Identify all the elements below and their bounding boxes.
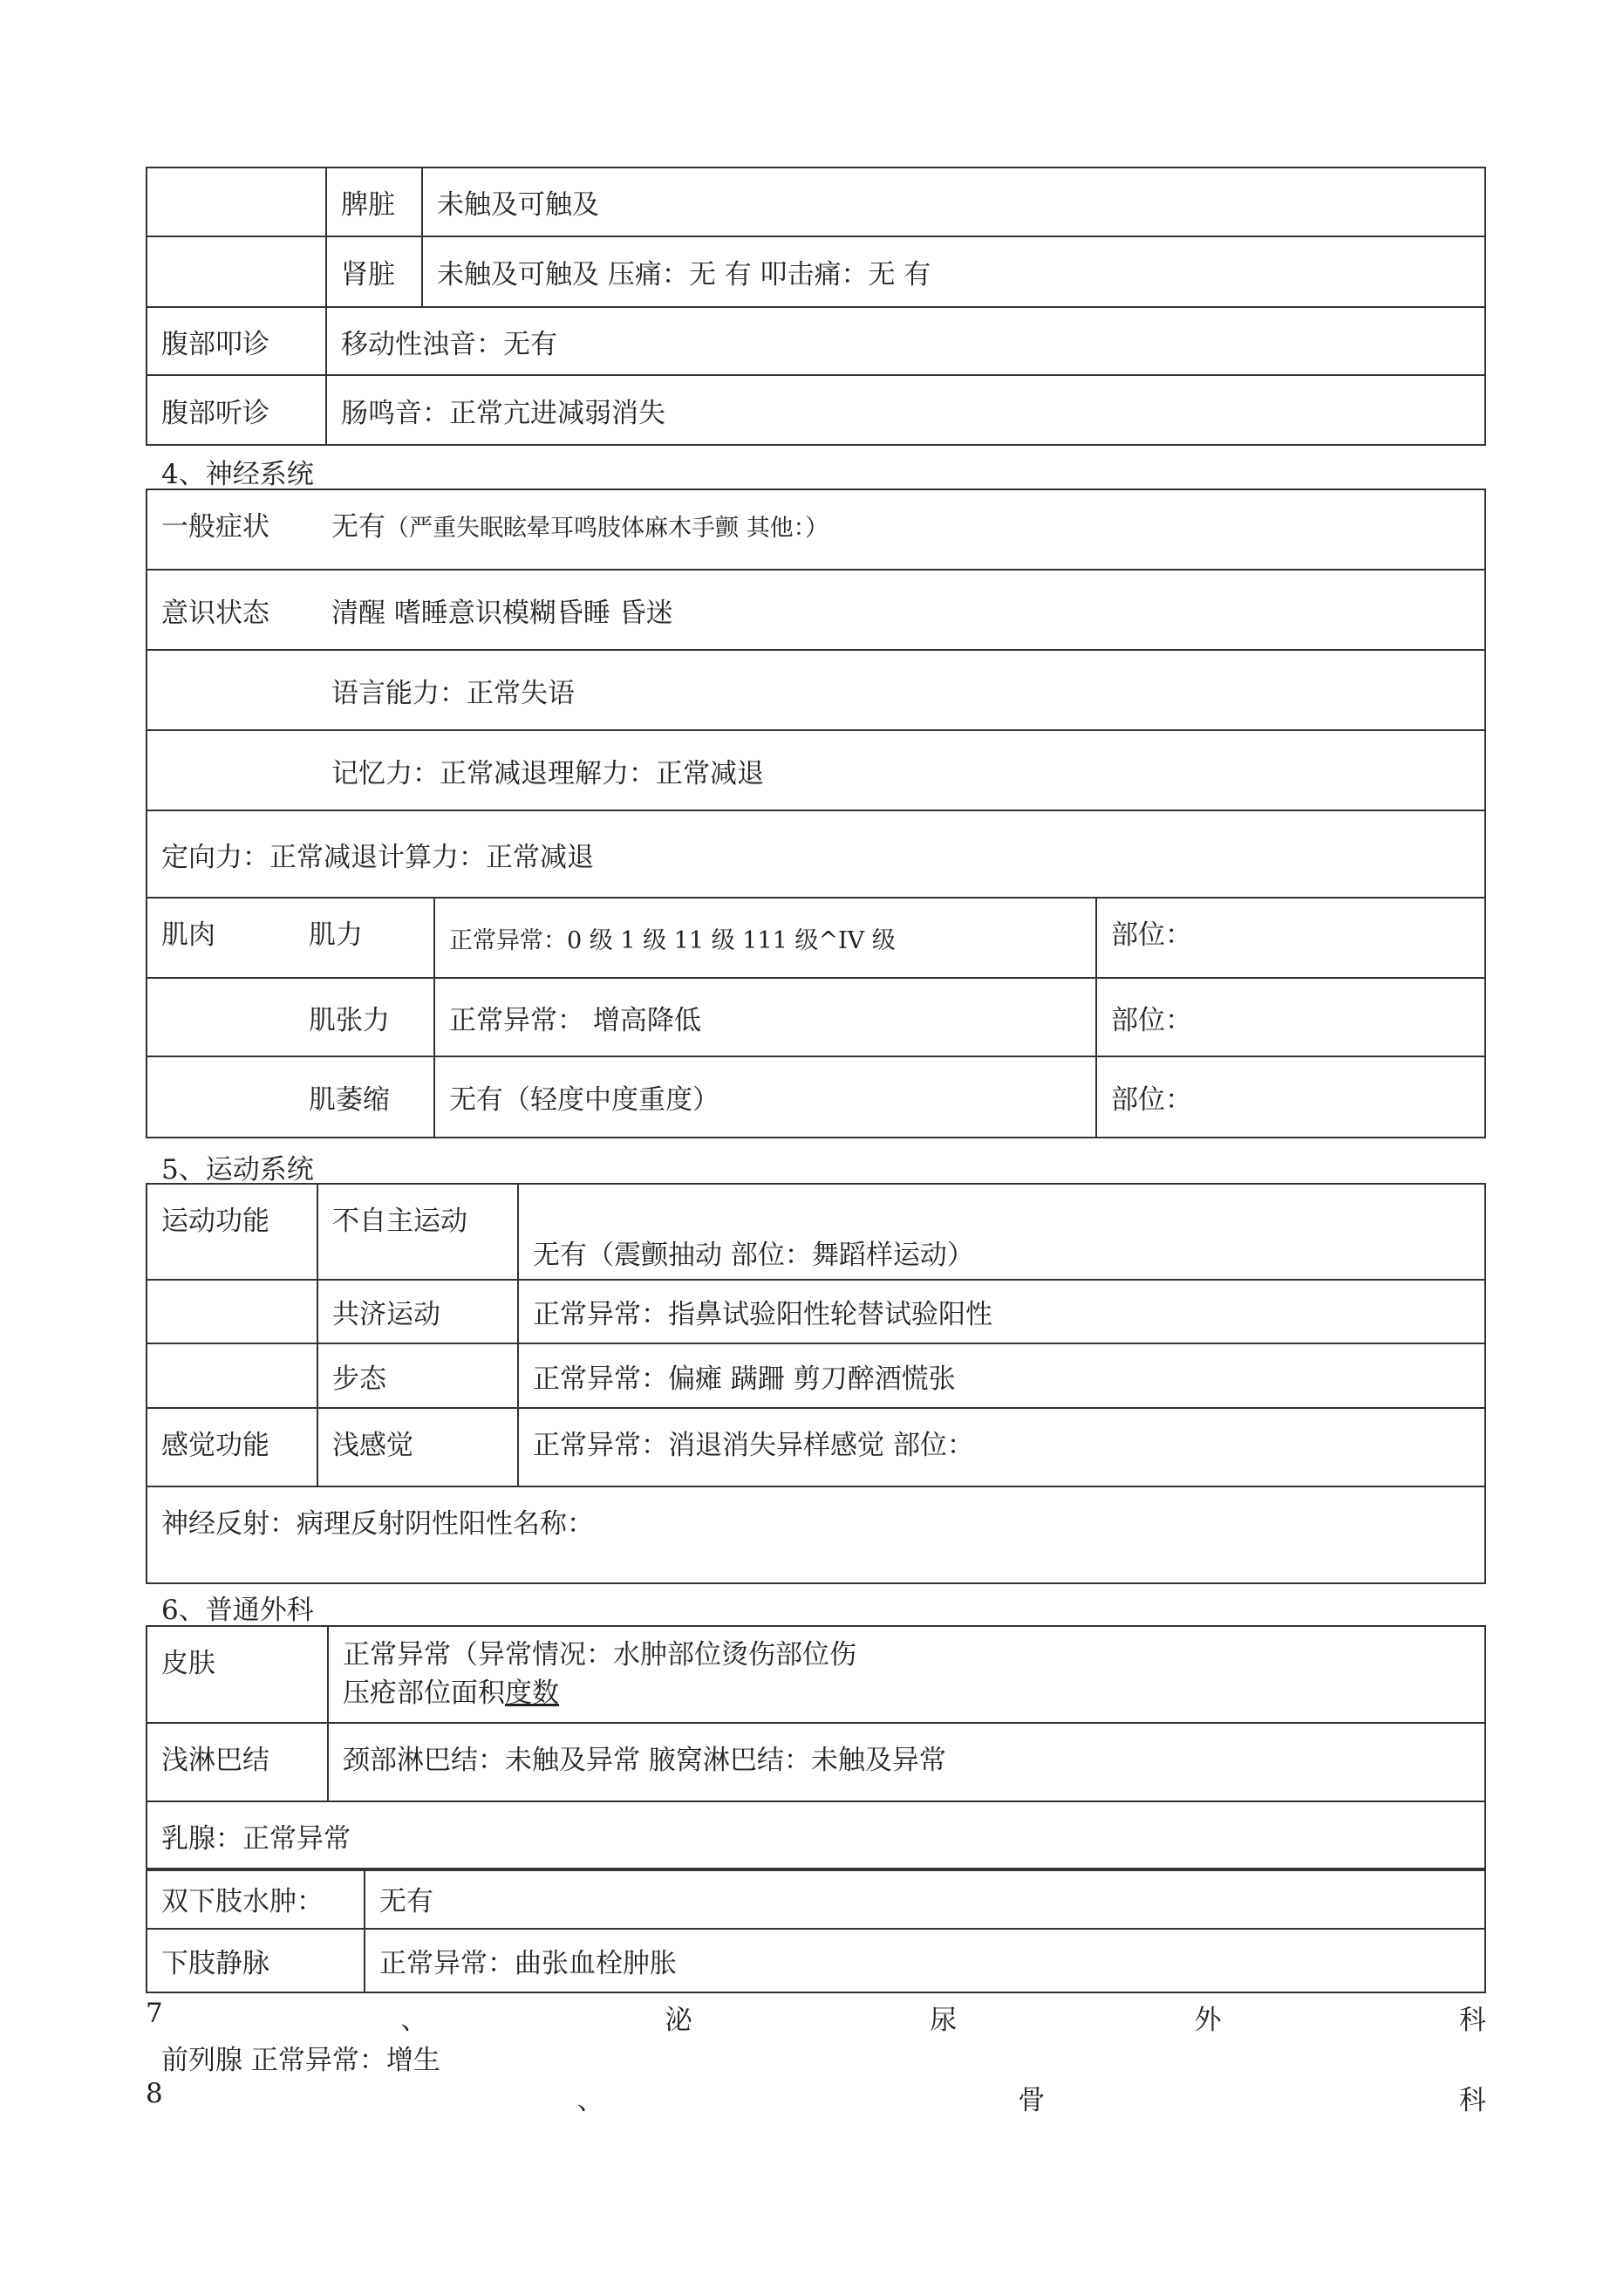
muscle-atrophy-site: 部位： <box>1096 1056 1485 1138</box>
percussion-row <box>147 307 1485 375</box>
lymph-label: 浅淋巴结 <box>147 1723 328 1801</box>
percussion-value: 移动性浊音：无有 <box>326 307 1485 375</box>
gait-label: 步态 <box>317 1343 518 1408</box>
kidney-value: 未触及可触及 压痛：无 有 叩击痛：无 有 <box>422 236 1485 307</box>
involuntary-row <box>147 1184 1485 1280</box>
general-symptoms-label: 一般症状 <box>147 489 317 570</box>
reflex-value: 神经反射：病理反射阴性阳性名称： <box>147 1486 1485 1583</box>
motor-function-label: 运动功能 <box>147 1184 317 1280</box>
muscle-tone-value: 正常异常： 增高降低 <box>434 978 1096 1056</box>
skin-value <box>328 1626 1485 1723</box>
reflex-row <box>147 1486 1485 1583</box>
ortho-heading-part: 8 <box>146 2078 163 2109</box>
empty-cell <box>147 1280 317 1343</box>
gait-row <box>147 1343 1485 1408</box>
muscle-strength-row <box>147 898 1485 978</box>
muscle-strength-label: 肌力 <box>295 898 434 978</box>
muscle-tone-label: 肌张力 <box>295 978 434 1056</box>
muscle-strength-site: 部位： <box>1096 898 1485 978</box>
urology-heading-part: 尿 <box>930 2005 958 2036</box>
consciousness-label: 意识状态 <box>147 570 317 650</box>
ortho-heading-part: 、 <box>576 2085 604 2116</box>
urology-heading-part: 外 <box>1194 2005 1222 2036</box>
muscle-tone-site: 部位： <box>1096 978 1485 1056</box>
superficial-sensation-row <box>147 1408 1485 1486</box>
general-symptoms-row <box>147 489 1485 570</box>
skin-line-2-underlined: 度数 <box>505 1678 559 1709</box>
veins-value: 正常异常：曲张血栓肿胀 <box>365 1929 1485 1992</box>
involuntary-label: 不自主运动 <box>317 1184 518 1280</box>
kidney-label: 肾脏 <box>326 236 422 307</box>
skin-row <box>147 1626 1485 1723</box>
language-row <box>147 650 1485 730</box>
spleen-row <box>147 167 1485 236</box>
skin-line-2 <box>343 1674 1470 1712</box>
empty-cell <box>147 236 326 307</box>
edema-label: 双下肢水肿： <box>147 1869 365 1929</box>
urology-heading-part: 、 <box>400 2005 428 2036</box>
spleen-label: 脾脏 <box>326 167 422 236</box>
veins-label: 下肢静脉 <box>147 1929 365 1992</box>
edema-value: 无有 <box>365 1869 1485 1929</box>
auscultation-row <box>147 375 1485 445</box>
neuro-heading: 4、神经系统 <box>161 459 314 490</box>
muscle-atrophy-value: 无有（轻度中度重度） <box>434 1056 1096 1138</box>
orientation-row <box>147 810 1485 898</box>
percussion-label: 腹部叩诊 <box>147 307 326 375</box>
consciousness-row <box>147 570 1485 650</box>
lymph-value: 颈部淋巴结：未触及异常 腋窝淋巴结：未触及异常 <box>328 1723 1485 1801</box>
empty-cell <box>147 650 317 730</box>
language-value: 语言能力：正常失语 <box>317 650 1485 730</box>
breast-value: 乳腺：正常异常 <box>147 1801 1485 1870</box>
muscle-atrophy-label: 肌萎缩 <box>295 1056 434 1138</box>
urology-heading-part: 泌 <box>665 2005 692 2036</box>
sensory-function-label: 感觉功能 <box>147 1408 317 1486</box>
spleen-value: 未触及可触及 <box>422 167 1485 236</box>
general-value-detail: （严重失眠眩晕耳鸣肢体麻木手颤 其他：） <box>385 515 829 542</box>
muscle-table <box>146 899 1486 1138</box>
consciousness-value: 清醒 嗜睡意识模糊昏睡 昏迷 <box>317 570 1485 650</box>
empty-cell <box>147 730 317 810</box>
motor-table <box>146 1183 1486 1584</box>
breast-row <box>147 1801 1485 1870</box>
prostate-line: 前列腺 正常异常：增生 <box>161 2045 440 2076</box>
muscle-tone-row <box>147 978 1485 1056</box>
skin-line-1: 正常异常（异常情况：水肿部位烫伤部位伤 <box>343 1639 856 1671</box>
coordination-value: 正常异常：指鼻试验阳性轮替试验阳性 <box>518 1280 1485 1343</box>
auscultation-value: 肠鸣音：正常亢进减弱消失 <box>326 375 1485 445</box>
empty-cell <box>147 1343 317 1408</box>
general-value-main: 无有 <box>331 511 385 543</box>
muscle-strength-value: 正常异常：0 级 1 级 11 级 111 级^IV 级 <box>434 898 1096 978</box>
involuntary-value: 无有（震颤抽动 部位：舞蹈样运动） <box>518 1184 1485 1280</box>
abdomen-table <box>146 167 1486 446</box>
surgery-heading: 6、普通外科 <box>161 1595 314 1626</box>
orientation-value: 定向力：正常减退计算力：正常减退 <box>147 810 1485 898</box>
skin-label: 皮肤 <box>147 1626 328 1723</box>
coordination-label: 共济运动 <box>317 1280 518 1343</box>
neuro-table <box>146 489 1486 899</box>
lymph-row <box>147 1723 1485 1801</box>
kidney-row <box>147 236 1485 307</box>
empty-cell <box>147 1056 295 1138</box>
ortho-heading <box>146 2078 1486 2117</box>
edema-row <box>147 1869 1485 1929</box>
ortho-heading-part: 科 <box>1458 2085 1486 2116</box>
surgery-table-top <box>146 1625 1486 1871</box>
motor-heading: 5、运动系统 <box>161 1154 314 1186</box>
empty-cell <box>147 978 295 1056</box>
veins-row <box>147 1929 1485 1992</box>
urology-heading <box>146 1998 1486 2037</box>
urology-heading-part: 科 <box>1459 2005 1486 2036</box>
superficial-sensation-label: 浅感觉 <box>317 1408 518 1486</box>
memory-row <box>147 730 1485 810</box>
urology-heading-part: 7 <box>146 1998 163 2029</box>
muscle-atrophy-row <box>147 1056 1485 1138</box>
ortho-heading-part: 骨 <box>1018 2085 1046 2116</box>
gait-value: 正常异常：偏瘫 蹒跚 剪刀醉酒慌张 <box>518 1343 1485 1408</box>
surgery-table-bottom <box>146 1868 1486 1993</box>
muscle-label: 肌肉 <box>147 898 295 978</box>
general-symptoms-value <box>317 489 1485 570</box>
auscultation-label: 腹部听诊 <box>147 375 326 445</box>
memory-value: 记忆力：正常减退理解力：正常减退 <box>317 730 1485 810</box>
skin-line-2-text: 压疮部位面积 <box>343 1678 505 1709</box>
coordination-row <box>147 1280 1485 1343</box>
superficial-sensation-value: 正常异常：消退消失异样感觉 部位： <box>518 1408 1485 1486</box>
empty-cell <box>147 167 326 236</box>
